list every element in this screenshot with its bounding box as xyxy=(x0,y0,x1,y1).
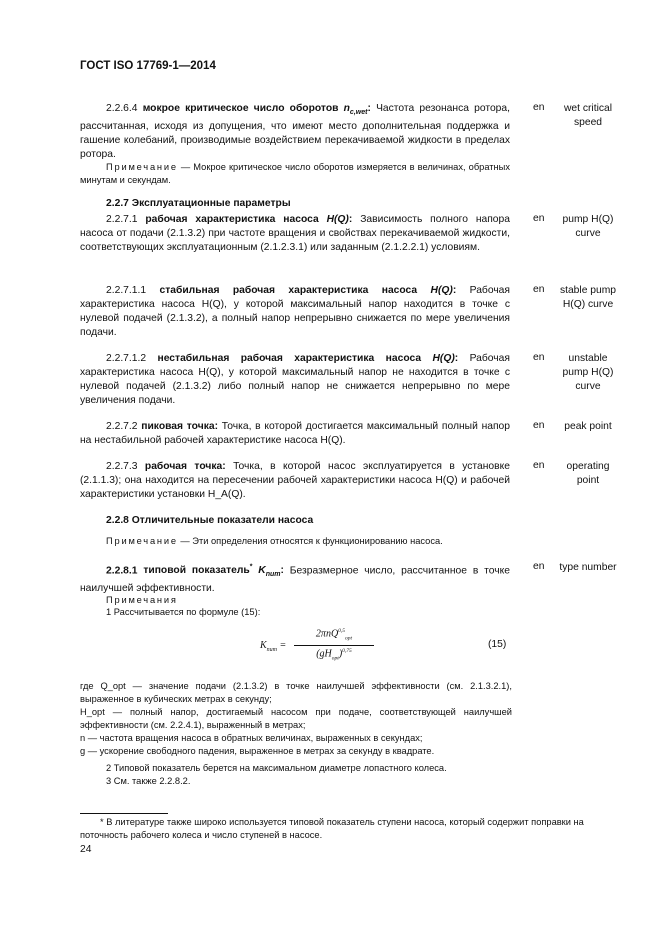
lang-code: en xyxy=(533,102,545,113)
where-q-opt: где Q_opt — значение подачи (2.1.3.2) в точке наилучшей эффективности (см. 2.1.3.2.1), выраженное в кубических метрах в секунду; xyxy=(80,681,512,704)
entry-2-2-7-1: 2.2.7.1 рабочая характеристика насоса H(Q): Зависимость полного напора насоса от подачи (2.1.3.2) при частоте вращения и свойствах перекачиваемой жидкости, соответствующих эксплуатационным (2.1.2.3.1) или заданным (2.1.2.2.1) условиям. xyxy=(80,214,510,253)
english-term: pump H(Q) curve xyxy=(562,214,614,239)
note-point-3: 3 См. также 2.2.8.2. xyxy=(106,776,191,786)
lang-code: en xyxy=(533,460,545,471)
note-point-1: 1 Рассчитывается по формуле (15): xyxy=(106,607,261,617)
lang-code: en xyxy=(533,352,545,363)
entry-2-2-7-1-2: 2.2.7.1.2 нестабильная рабочая характеристика насоса H(Q): Рабочая характеристика насоса H(Q), у которой максимальный напор не находится в точке с нулевой подачей (2.1.3.2) либо полный напор не снижается непрерывно по мере увеличения подачи. xyxy=(80,353,510,406)
term-ru: мокрое критическое число оборотов $n_{c,wet}$: xyxy=(142,103,371,117)
notes-label: Примечания xyxy=(106,595,178,605)
entry-2-2-6-4: 2.2.6.4 мокрое критическое число оборотов $n_{c,wet}$: Частота резонанса ротора, рассчитанная, исходя из допущения, что имеют место дополнительная поддержка и гашение колебаний, производимые воздействием перекачиваемой жидкости в пределах ротора. xyxy=(80,103,510,161)
note-2: Примечание — Эти определения относятся к функционированию насоса. xyxy=(106,536,443,546)
english-term: unstable pump H(Q) curve xyxy=(562,353,614,392)
english-term: type number xyxy=(559,562,617,573)
page-number: 24 xyxy=(80,844,92,855)
lang-code: en xyxy=(533,213,545,224)
entry-2-2-7-3: 2.2.7.3 рабочая точка: Точка, в которой насос эксплуатируется в установке (2.1.1.3); она находится на пересечении рабочей характеристики насоса H(Q) и рабочей характеристики установки H_A(Q). xyxy=(80,461,510,500)
lang-code: en xyxy=(533,284,545,295)
section-heading: 2.2.8 Отличительные показатели насоса xyxy=(106,515,314,526)
entry-2-2-7-1-1: 2.2.7.1.1 стабильная рабочая характеристика насоса H(Q): Рабочая характеристика насоса H(Q), у которой максимальный напор находится в точке с нулевой подачей (2.1.3.2), а полный напор непрерывно снижается по мере увеличения подачи. xyxy=(80,285,510,338)
english-term: operating point xyxy=(566,461,610,486)
section-heading: 2.2.7 Эксплуатационные параметры xyxy=(106,198,291,209)
where-n: n — частота вращения насоса в обратных величинах, выраженных в секундах; xyxy=(80,733,423,743)
where-g: g — ускорение свободного падения, выраженное в метрах за секунду в квадрате. xyxy=(80,746,435,756)
footnote: * В литературе также широко используется типовой показатель ступени насоса, который содержит поправки на поточность рабочего колеса и число ступеней в насосе. xyxy=(80,817,584,840)
document-header: ГОСТ ISO 17769-1—2014 xyxy=(80,60,216,72)
note-1: Примечание — Мокрое критическое число оборотов измеряется в величинах, обратных минутам и секундам. xyxy=(80,162,511,185)
formula-15: $K_{num}$ = 2πnQ$^{0,5}_{opt}$ $(gH_{opt})^{0,75}$ xyxy=(260,628,380,664)
english-term: wet critical speed xyxy=(563,103,613,128)
footnote-separator xyxy=(80,813,168,814)
entry-2-2-8-1: 2.2.8.1 типовой показатель* $K_{num}$: Безразмерное число, рассчитанное в точке наилучшей эффективности. xyxy=(80,564,510,595)
note-point-2: 2 Типовой показатель берется на максимальном диаметре лопастного колеса. xyxy=(106,763,447,773)
where-h-opt: H_opt — полный напор, достигаемый насосом при подаче, соответствующей наилучшей эффективности (см. 2.2.4.1), выраженный в метрах; xyxy=(80,707,512,730)
formula-number: (15) xyxy=(488,639,507,650)
english-term: peak point xyxy=(564,421,612,432)
lang-code: en xyxy=(533,420,545,431)
where-clause xyxy=(80,680,512,758)
lang-code: en xyxy=(533,561,545,572)
entry-2-2-7-2: 2.2.7.2 пиковая точка: Точка, в которой достигается максимальный полный напор на нестабильной рабочей характеристике насоса H(Q). xyxy=(80,421,511,446)
english-term: stable pump H(Q) curve xyxy=(559,285,617,310)
